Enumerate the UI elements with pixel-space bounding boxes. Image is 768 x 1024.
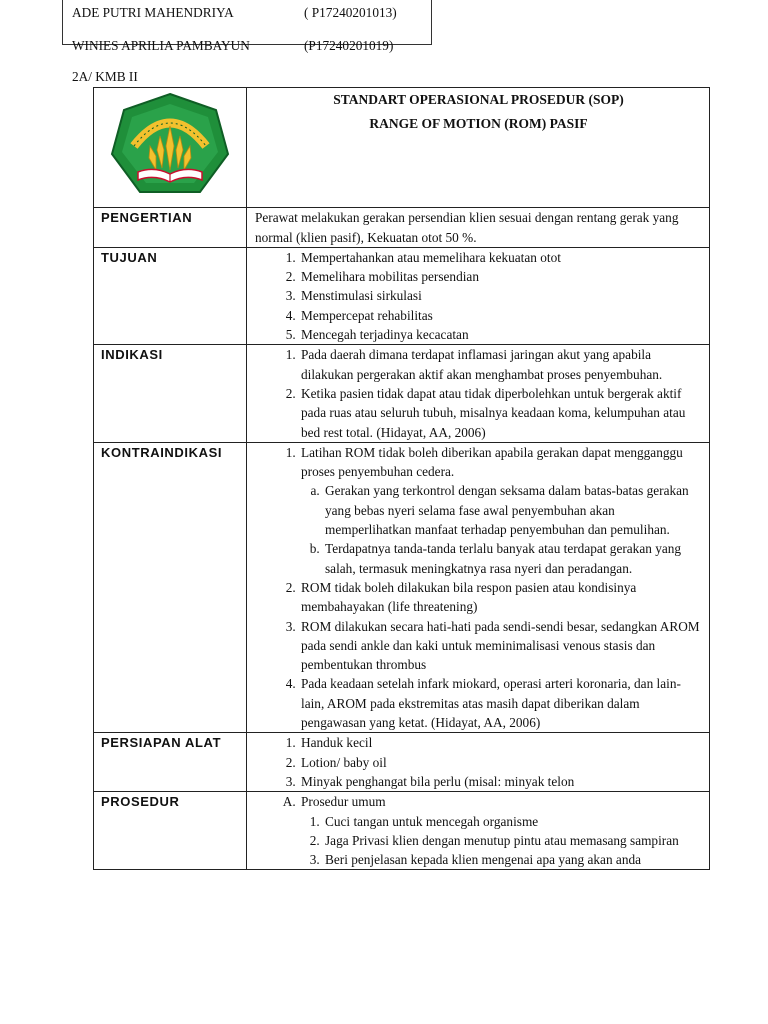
sop-title: STANDART OPERASIONAL PROSEDUR (SOP) — [333, 92, 624, 107]
sop-table — [93, 87, 710, 870]
list-item: 2. Ketika pasien tidak dapat atau tidak diperbolehkan untuk bergerak aktif pada ruas atau seluruh tubuh, misalnya keadaan koma, kelumpuhan atau bed rest total. (Hidayat, AA, 2006) — [299, 384, 703, 442]
author-1-name: ADE PUTRI MAHENDRIYA — [72, 5, 234, 20]
institution-logo-icon — [94, 88, 246, 202]
tujuan-list — [254, 248, 703, 344]
indikasi-content — [247, 345, 710, 442]
tujuan-row — [94, 247, 710, 344]
logo-cell — [94, 88, 247, 208]
list-item: 4. Pada keadaan setelah infark miokard, operasi arteri koronaria, dan lain-lain, AROM pada ekstremitas atas masih dapat diberikan dalam pengawasan yang ketat. (Hidayat, AA, 2006) — [299, 674, 703, 732]
prosedur-section-a: Prosedur umum — [301, 794, 386, 810]
prosedur-row — [94, 792, 710, 870]
list-item: 1. Mempertahankan atau memelihara kekuatan otot — [299, 248, 703, 267]
indikasi-list — [254, 345, 703, 441]
list-item: 3. Menstimulasi sirkulasi — [299, 286, 703, 305]
author-2-name: WINIES APRILIA PAMBAYUN — [72, 38, 250, 53]
list-item: 1. Cuci tangan untuk mencegah organisme — [323, 812, 703, 831]
list-item: 2. ROM tidak boleh dilakukan bila respon pasien atau kondisinya membahayakan (life threatening) — [299, 578, 703, 617]
prosedur-content — [247, 792, 710, 870]
kontraindikasi-row — [94, 442, 710, 732]
prosedur-label: PROSEDUR — [94, 792, 247, 870]
tujuan-label: TUJUAN — [94, 247, 247, 344]
header-row — [94, 88, 710, 208]
pengertian-row — [94, 208, 710, 248]
list-item: 1. Handuk kecil — [299, 733, 703, 752]
pengertian-label: PENGERTIAN — [94, 208, 247, 248]
list-item — [299, 792, 703, 869]
indikasi-label: INDIKASI — [94, 345, 247, 442]
header-title-cell — [247, 88, 710, 208]
list-item: 2. Memelihara mobilitas persendian — [299, 267, 703, 286]
sop-subtitle: RANGE OF MOTION (ROM) PASIF — [369, 116, 588, 131]
kontraindikasi-label: KONTRAINDIKASI — [94, 442, 247, 732]
persiapan-alat-content — [247, 733, 710, 792]
class-label: 2A/ KMB II — [72, 69, 138, 84]
prosedur-steps — [301, 812, 703, 870]
list-item: 3. Beri penjelasan kepada klien mengenai apa yang akan anda — [323, 850, 703, 869]
kontraindikasi-sublist — [301, 481, 703, 577]
list-item: b. Terdapatnya tanda-tanda terlalu banyak atau terdapat gerakan yang salah, termasuk meningkatnya rasa nyeri dan peradangan. — [323, 539, 703, 578]
prosedur-list — [254, 792, 703, 869]
list-item: 2. Jaga Privasi klien dengan menutup pintu atau memasang sampiran — [323, 831, 703, 850]
tujuan-content — [247, 247, 710, 344]
list-item: 3. ROM dilakukan secara hati-hati pada sendi-sendi besar, sedangkan AROM pada sendi ankle dan kaki untuk meminimalisasi venous stasis dan pembentukan thrombus — [299, 617, 703, 675]
list-item: 2. Lotion/ baby oil — [299, 753, 703, 772]
list-item: 4. Mempercepat rehabilitas — [299, 306, 703, 325]
indikasi-row — [94, 345, 710, 442]
persiapan-alat-list — [254, 733, 703, 791]
author-2-id: (P17240201019) — [304, 38, 394, 53]
pengertian-text: Perawat melakukan gerakan persendian klien sesuai dengan rentang gerak yang normal (klien pasif), Kekuatan otot 50 %. — [247, 208, 710, 248]
list-item: 3. Minyak penghangat bila perlu (misal: minyak telon — [299, 772, 703, 791]
list-item — [299, 443, 703, 578]
kontraindikasi-item-1: Latihan ROM tidak boleh diberikan apabila gerakan dapat mengganggu proses penyembuhan cedera. — [301, 444, 683, 480]
persiapan-alat-row — [94, 733, 710, 792]
list-item: 5. Mencegah terjadinya kecacatan — [299, 325, 703, 344]
author-1-id: ( P17240201013) — [304, 5, 397, 20]
kontraindikasi-content — [247, 442, 710, 732]
kontraindikasi-list — [254, 443, 703, 732]
persiapan-alat-label: PERSIAPAN ALAT — [94, 733, 247, 792]
list-item: a. Gerakan yang terkontrol dengan seksama dalam batas-batas gerakan yang bebas nyeri selama fase awal penyembuhan akan memperlihatkan manfaat terhadap penyembuhan dan pemulihan. — [323, 481, 703, 539]
list-item: 1. Pada daerah dimana terdapat inflamasi jaringan akut yang apabila dilakukan pergerakan aktif akan menghambat proses penyembuhan. — [299, 345, 703, 384]
